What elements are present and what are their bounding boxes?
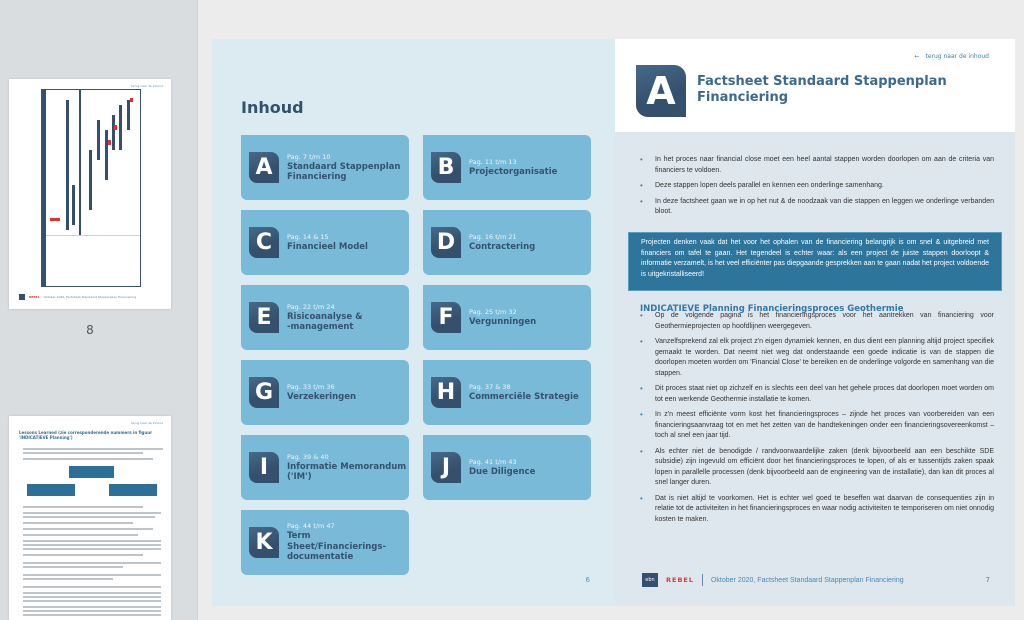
card-letter-badge: J <box>431 452 461 483</box>
footer-text: Oktober 2020, Factsheet Standaard Stappenplan Financiering <box>710 576 904 584</box>
card-text <box>287 453 406 483</box>
thumb-page-number: 8 <box>86 323 94 337</box>
card-letter-badge: G <box>249 377 279 408</box>
card-letter-badge: B <box>431 152 461 183</box>
thumb-back-link: terug naar de inhoud <box>131 421 163 425</box>
card-title: Projectorganisatie <box>469 166 558 177</box>
card-page-range: Pag. 22 t/m 24 <box>287 302 335 311</box>
bullet-item: • Deze stappen lopen deels parallel en kennen een onderlinge samenhang. <box>639 181 994 192</box>
bullet-item: • Op de volgende pagina is het financieringsproces voor het aantrekken van financiering voor Geothermieprojecten op hoofdlijnen weergegeven. <box>639 311 994 332</box>
page-footer <box>642 573 990 587</box>
factsheet-title: Factsheet Standaard Stappenplan Financiering <box>697 74 947 105</box>
card-title: Vergunningen <box>469 316 537 327</box>
intro-bullet-list <box>639 155 994 223</box>
card-page-range: Pag. 37 & 38 <box>469 382 511 391</box>
card-text <box>469 458 535 478</box>
card-title: Contractering <box>469 241 536 252</box>
toc-card-g[interactable] <box>241 360 409 425</box>
toc-card-i[interactable] <box>241 435 409 500</box>
section-bullet-list <box>639 311 994 530</box>
card-title: Due Diligence <box>469 466 536 477</box>
bullet-item: • In z'n meest efficiënte vorm kost het financieringsproces – zijnde het proces van voorbereiden van een financieringsaanvraag tot en met het zetten van de handtekeningen onder een financieringsovereenkomst – toch al snel een jaar tijd. <box>639 410 994 442</box>
card-page-range: Pag. 16 t/m 21 <box>469 232 517 241</box>
card-text <box>287 522 409 563</box>
card-letter-badge: H <box>431 377 461 408</box>
card-letter-badge: D <box>431 227 461 258</box>
bullet-item: • Als echter niet de benodigde / randvoorwaardelijke zaken (denk bijvoorbeeld aan een beschikte SDE subsidie) zijn ingevuld om efficiënt door het financieringsproces te lopen, of als er tussentijds zaken spaak lopen in parallelle processen (denk bijvoorbeeld aan de engineering van de installatie), dan kan dit proces al snel langer duren. <box>639 447 994 489</box>
toc-card-k[interactable] <box>241 510 409 575</box>
ebn-logo: ebn <box>642 573 658 587</box>
thumbnail-sidebar <box>0 0 198 620</box>
card-page-range: Pag. 33 t/m 36 <box>287 382 335 391</box>
card-page-range: Pag. 11 t/m 13 <box>469 157 517 166</box>
thumb-back-link: terug naar de inhoud <box>131 84 163 88</box>
card-text <box>287 303 362 333</box>
card-title: Standaard Stappenplan Financiering <box>287 161 401 182</box>
card-page-range: Pag. 25 t/m 32 <box>469 307 517 316</box>
card-text <box>469 233 535 253</box>
card-letter-badge: I <box>249 452 279 483</box>
rebel-logo: REBEL <box>666 576 694 584</box>
card-page-range: Pag. 39 & 40 <box>287 452 329 461</box>
bullet-item: • In deze factsheet gaan we in op het nut & de noodzaak van die stappen en leggen we onderlinge verbanden bloot. <box>639 197 994 218</box>
bullet-item: • In het proces naar financial close moet een heel aantal stappen worden doorlopen om aan de criteria van financiers te voldoen. <box>639 155 994 176</box>
card-letter-badge: F <box>431 302 461 333</box>
factsheet-header <box>615 39 1015 132</box>
back-link-label: terug naar de inhoud <box>925 53 989 60</box>
page-6-inhoud <box>212 39 615 606</box>
footer-divider <box>702 574 703 586</box>
card-text <box>469 308 536 328</box>
card-text <box>469 158 557 178</box>
thumb-footer: REBEL Oktober 2020, Factsheet Standaard Stappenplan Financiering <box>19 293 163 301</box>
back-to-contents-link[interactable] <box>914 53 989 60</box>
card-text <box>287 153 400 183</box>
page-number-right: 7 <box>985 576 990 584</box>
card-letter-badge: E <box>249 302 279 333</box>
card-letter-badge: K <box>249 527 279 558</box>
card-title: Commerciële Strategie <box>469 391 579 402</box>
card-title: Informatie Memorandum ('IM') <box>287 461 407 482</box>
toc-card-j[interactable] <box>423 435 591 500</box>
card-page-range: Pag. 14 & 15 <box>287 232 329 241</box>
card-text <box>287 383 356 403</box>
toc-card-a[interactable] <box>241 135 409 200</box>
toc-card-e[interactable] <box>241 285 409 350</box>
card-title: Risicoanalyse & -management <box>287 311 363 332</box>
card-letter-badge: C <box>249 227 279 258</box>
card-title: Financieel Model <box>287 241 368 252</box>
bullet-item: • Dat is niet altijd te voorkomen. Het is echter wel goed te beseffen wat daarvan de consequenties zijn in relatie tot de activiteiten in het financieringsproces en waar nodig activiteiten te temporiseren om niet onnodig kosten te maken. <box>639 494 994 526</box>
arrow-left-icon: ← <box>914 53 920 60</box>
page-thumbnail-8[interactable] <box>9 79 171 309</box>
card-title: Verzekeringen <box>287 391 357 402</box>
page-7-factsheet <box>615 39 1015 606</box>
card-letter-badge: A <box>249 152 279 183</box>
section-badge: A <box>636 65 686 117</box>
toc-card-d[interactable] <box>423 210 591 275</box>
toc-card-b[interactable] <box>423 135 591 200</box>
toc-card-h[interactable] <box>423 360 591 425</box>
toc-card-c[interactable] <box>241 210 409 275</box>
card-text <box>287 233 368 253</box>
toc-card-f[interactable] <box>423 285 591 350</box>
card-page-range: Pag. 41 t/m 43 <box>469 457 517 466</box>
page-number-left: 6 <box>585 576 590 584</box>
bullet-item: • Dit proces staat niet op zichzelf en is slechts een deel van het gehele proces dat doorlopen moet worden om tot een werkende Geothermie installatie te komen. <box>639 384 994 405</box>
card-text <box>469 383 579 403</box>
card-page-range: Pag. 7 t/m 10 <box>287 152 331 161</box>
section-heading: INDICATIEVE Planning Financieringsproces Geothermie <box>640 304 904 314</box>
card-page-range: Pag. 44 t/m 47 <box>287 522 335 531</box>
callout-box: Projecten denken vaak dat het voor het ophalen van de financiering belangrijk is om snel & uitgebreid met financiers om tafel te gaan. Het tegendeel is echter waar: als een project de juiste stappen doorloopt & informatie verzamelt, is het veel efficiënter pas diepgaande gesprekken aan te gaan nadat het project voldoende is uitgekristalliseerd! <box>628 232 1002 291</box>
thumb-gantt-chart <box>41 89 141 287</box>
thumb-title: Lessons Learned (zie corresponderende nummers in figuur 'INDICATIEVE Planning') <box>19 430 153 440</box>
card-title: Term Sheet/Financierings- documentatie <box>287 531 386 563</box>
page-thumbnail-9[interactable] <box>9 416 171 620</box>
inhoud-heading: Inhoud <box>241 98 304 117</box>
bullet-item: • Vanzelfsprekend zal elk project z'n eigen dynamiek kennen, en dus dient een planning altijd project specifiek gemaakt te worden. Dat neemt niet weg dat onderstaande een goede indicatie is van de stappen die doorlopen moeten worden om 'Financial Close' te bereiken en de onderlinge volgorde en samenhang van die stappen. <box>639 337 994 379</box>
